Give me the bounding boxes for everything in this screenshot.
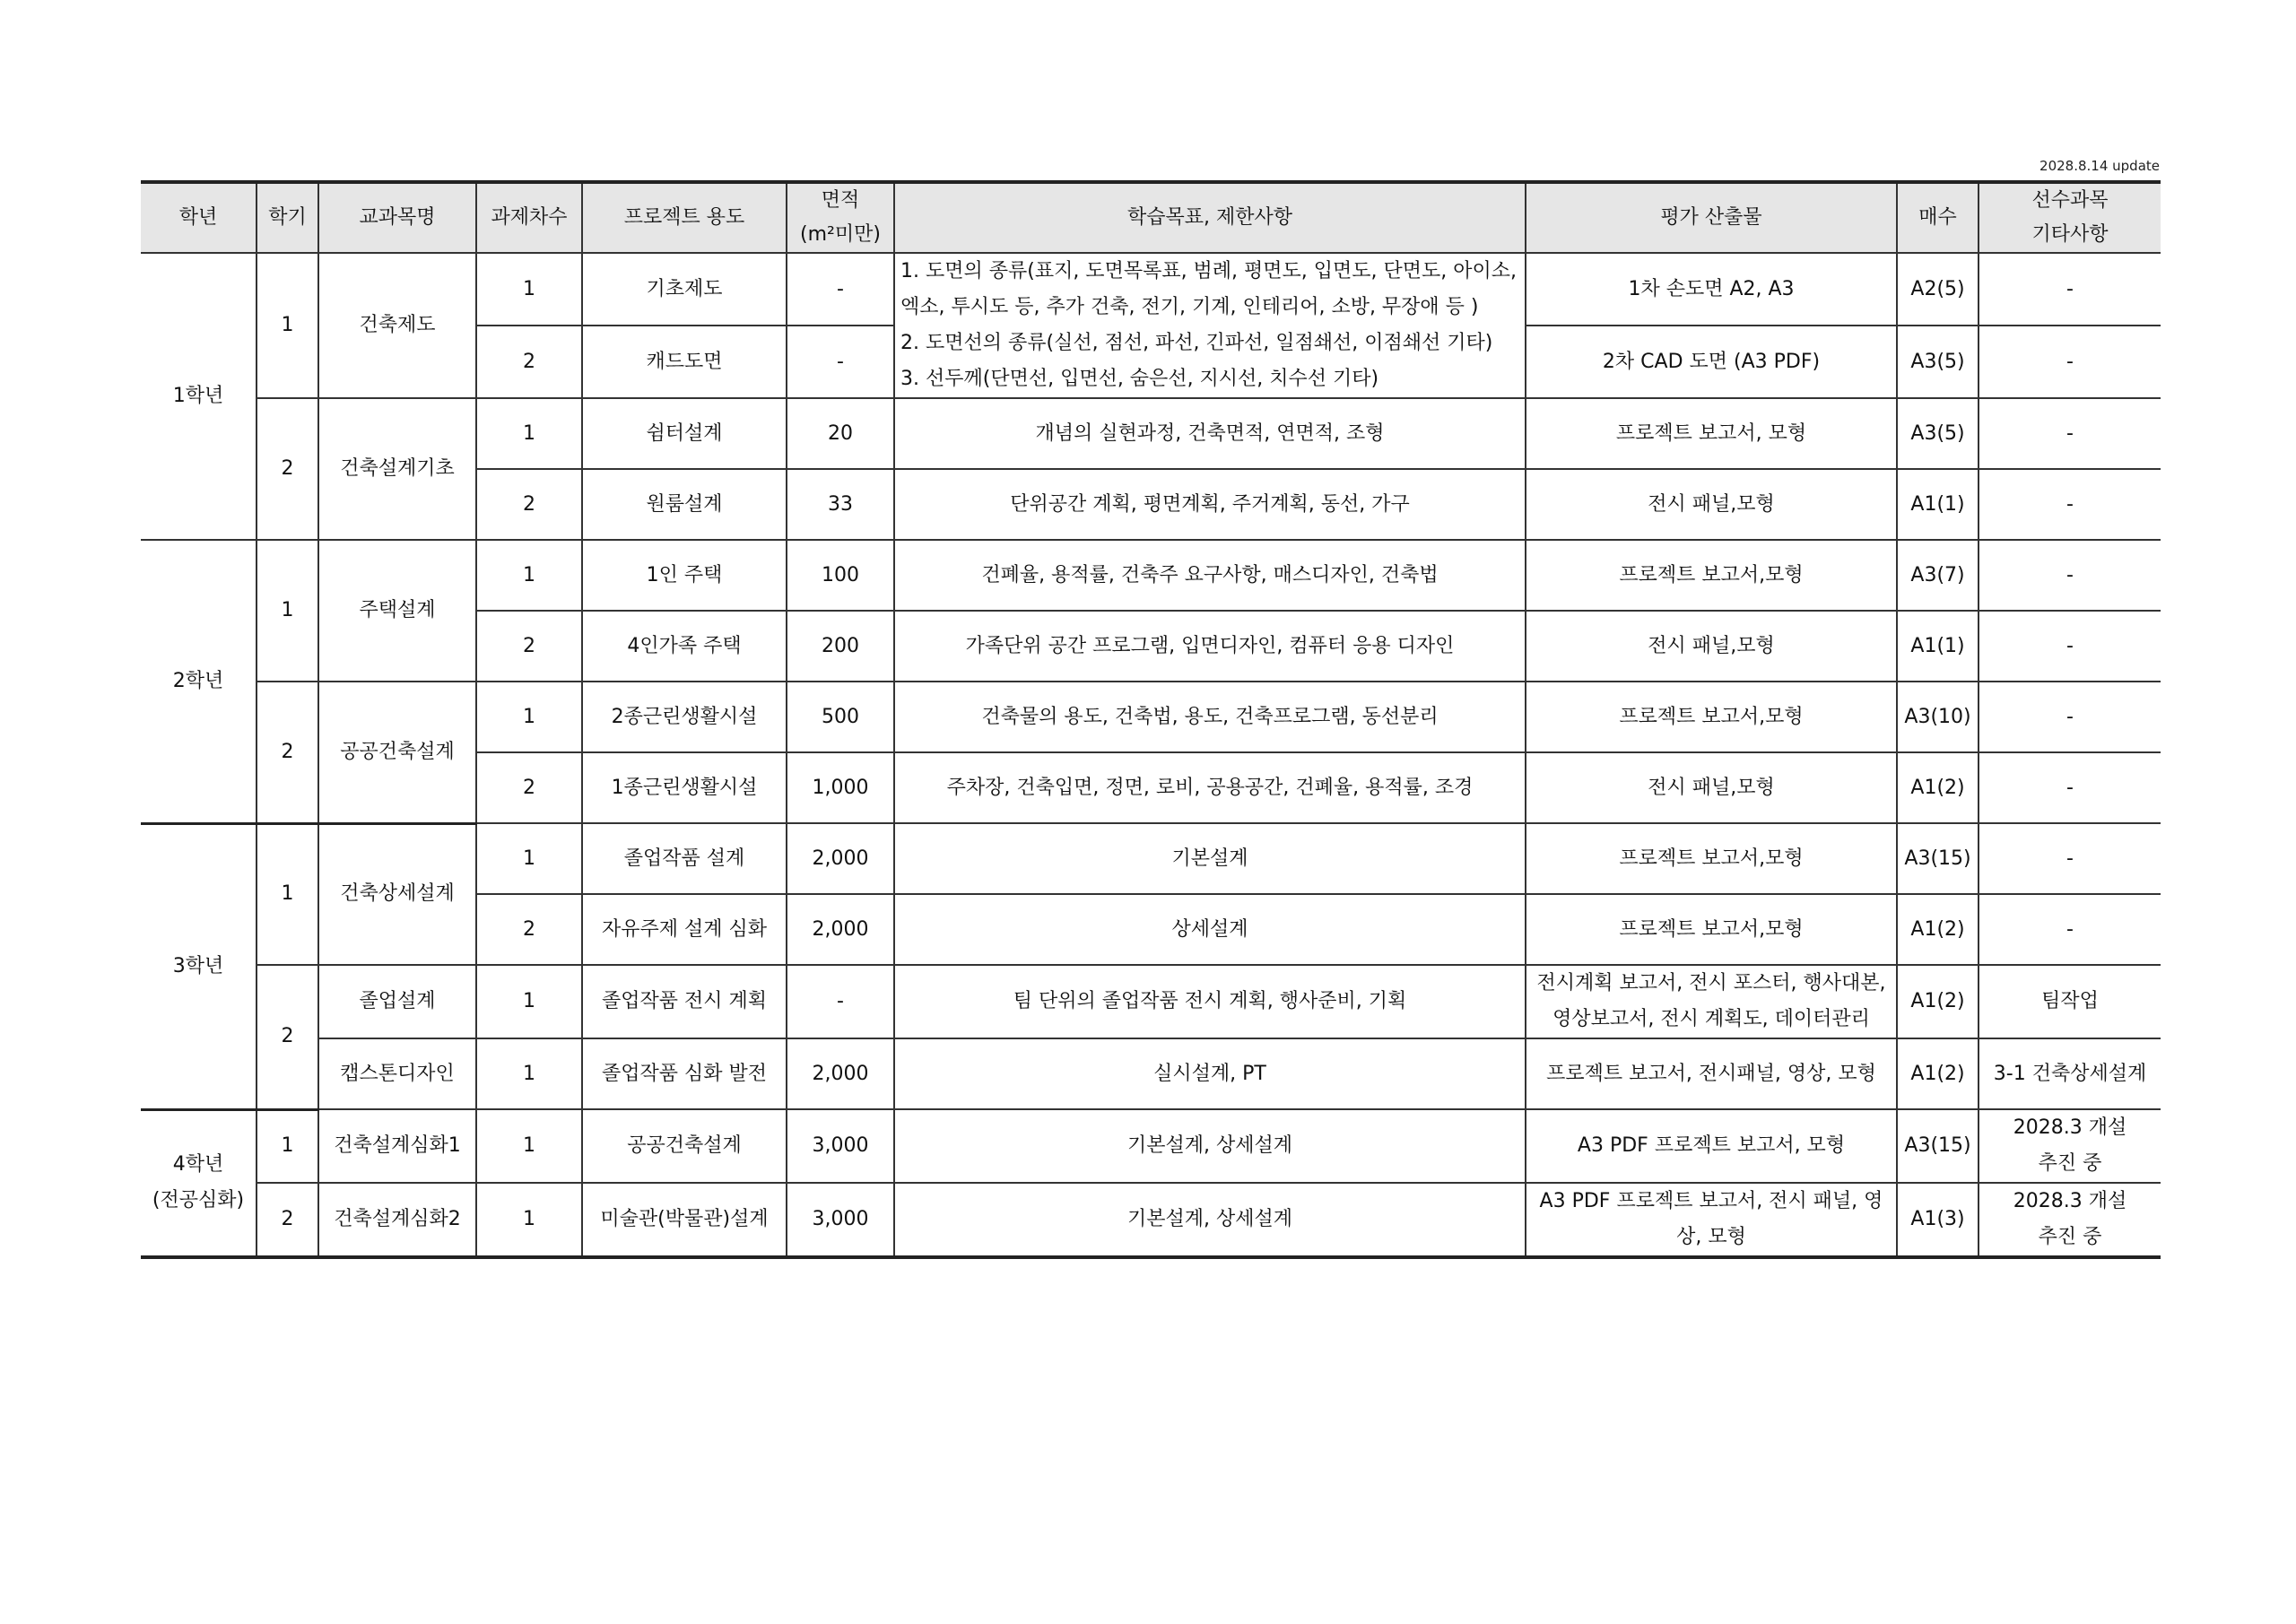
objective-line: 1. 도면의 종류(표지, 도면목록표, 범례, 평면도, 입면도, 단면도, 아이소, xyxy=(900,260,1518,282)
objective-cell: 기본설계 xyxy=(894,823,1526,894)
course-cell: 캡스톤디자인 xyxy=(318,1038,476,1109)
area-cell: 3,000 xyxy=(787,1183,894,1257)
project-cell: 쉼터설계 xyxy=(582,398,787,469)
header-prereq xyxy=(1979,182,2161,253)
note-cell: 팀작업 xyxy=(1979,965,2161,1038)
table-row xyxy=(141,253,2161,326)
objective-cell: 건폐율, 용적률, 건축주 요구사항, 매스디자인, 건축법 xyxy=(894,540,1526,611)
sheets-cell: A1(2) xyxy=(1897,752,1979,823)
note-cell: - xyxy=(1979,398,2161,469)
note-cell: 3-1 건축상세설계 xyxy=(1979,1038,2161,1109)
sheets-cell: A1(1) xyxy=(1897,611,1979,682)
header-objectives: 학습목표, 제한사항 xyxy=(894,182,1526,253)
area-cell: 500 xyxy=(787,682,894,752)
task-cell: 1 xyxy=(476,823,582,894)
task-cell: 1 xyxy=(476,965,582,1038)
semester-cell: 2 xyxy=(257,682,318,823)
objective-line: 3. 선두께(단면선, 입면선, 숨은선, 지시선, 치수선 기타) xyxy=(900,368,1379,390)
sheets-cell: A1(2) xyxy=(1897,894,1979,965)
note-cell: - xyxy=(1979,611,2161,682)
objective-line: 2. 도면선의 종류(실선, 점선, 파선, 긴파선, 일점쇄선, 이점쇄선 기타) xyxy=(900,332,1493,354)
task-cell: 1 xyxy=(476,398,582,469)
task-cell: 1 xyxy=(476,253,582,326)
project-cell: 공공건축설계 xyxy=(582,1109,787,1183)
note-cell: - xyxy=(1979,823,2161,894)
header-area-line2: (m²미만) xyxy=(800,223,881,246)
area-cell: 20 xyxy=(787,398,894,469)
objective-cell: 기본설계, 상세설계 xyxy=(894,1183,1526,1257)
deliverable-cell xyxy=(1526,1183,1897,1257)
note-cell: - xyxy=(1979,469,2161,540)
table-row xyxy=(141,823,2161,894)
area-cell: 2,000 xyxy=(787,823,894,894)
objective-cell: 상세설계 xyxy=(894,894,1526,965)
semester-cell: 1 xyxy=(257,1109,318,1183)
note-cell: - xyxy=(1979,752,2161,823)
project-cell: 기초제도 xyxy=(582,253,787,326)
semester-cell: 2 xyxy=(257,965,318,1109)
project-cell: 자유주제 설계 심화 xyxy=(582,894,787,965)
header-deliverables: 평가 산출물 xyxy=(1526,182,1897,253)
project-cell: 졸업작품 심화 발전 xyxy=(582,1038,787,1109)
header-task-no: 과제차수 xyxy=(476,182,582,253)
deliverable-cell xyxy=(1526,965,1897,1038)
table-row xyxy=(141,1109,2161,1183)
objective-cell: 개념의 실현과정, 건축면적, 연면적, 조형 xyxy=(894,398,1526,469)
course-cell: 건축설계심화1 xyxy=(318,1109,476,1183)
table-row xyxy=(141,1038,2161,1109)
header-area xyxy=(787,182,894,253)
deliverable-cell: 프로젝트 보고서, 전시패널, 영상, 모형 xyxy=(1526,1038,1897,1109)
task-cell: 2 xyxy=(476,894,582,965)
deliverable-line: 상, 모형 xyxy=(1676,1226,1746,1248)
header-project: 프로젝트 용도 xyxy=(582,182,787,253)
note-cell: - xyxy=(1979,682,2161,752)
objective-cell: 건축물의 용도, 건축법, 용도, 건축프로그램, 동선분리 xyxy=(894,682,1526,752)
semester-cell: 1 xyxy=(257,823,318,965)
drafting-objectives-cell xyxy=(894,253,1526,398)
note-cell: - xyxy=(1979,894,2161,965)
area-cell: - xyxy=(787,965,894,1038)
area-cell: 2,000 xyxy=(787,1038,894,1109)
curriculum-table xyxy=(141,180,2161,1259)
note-cell: - xyxy=(1979,326,2161,398)
deliverable-cell: 프로젝트 보고서,모형 xyxy=(1526,823,1897,894)
course-cell: 건축상세설계 xyxy=(318,823,476,965)
project-cell: 미술관(박물관)설계 xyxy=(582,1183,787,1257)
grade-cell: 2학년 xyxy=(141,540,257,823)
task-cell: 1 xyxy=(476,540,582,611)
area-cell: - xyxy=(787,326,894,398)
task-cell: 1 xyxy=(476,1183,582,1257)
semester-cell: 1 xyxy=(257,540,318,682)
course-cell: 건축설계심화2 xyxy=(318,1183,476,1257)
course-cell: 건축제도 xyxy=(318,253,476,398)
header-prereq-line1: 선수과목 xyxy=(2031,189,2109,212)
header-row xyxy=(141,182,2161,253)
project-cell: 2종근린생활시설 xyxy=(582,682,787,752)
semester-cell: 1 xyxy=(257,253,318,398)
course-cell: 건축설계기초 xyxy=(318,398,476,540)
deliverable-cell: 프로젝트 보고서,모형 xyxy=(1526,540,1897,611)
note-line: 추진 중 xyxy=(2038,1226,2102,1248)
table-row xyxy=(141,965,2161,1038)
objective-cell: 실시설계, PT xyxy=(894,1038,1526,1109)
sheets-cell: A1(1) xyxy=(1897,469,1979,540)
sheets-cell: A3(15) xyxy=(1897,1109,1979,1183)
course-cell: 졸업설계 xyxy=(318,965,476,1038)
deliverable-cell: A3 PDF 프로젝트 보고서, 모형 xyxy=(1526,1109,1897,1183)
sheets-cell: A3(5) xyxy=(1897,398,1979,469)
deliverable-cell: 프로젝트 보고서,모형 xyxy=(1526,682,1897,752)
semester-cell: 2 xyxy=(257,1183,318,1257)
deliverable-cell: 전시 패널,모형 xyxy=(1526,752,1897,823)
project-cell: 캐드도면 xyxy=(582,326,787,398)
semester-cell: 2 xyxy=(257,398,318,540)
objective-cell: 단위공간 계획, 평면계획, 주거계획, 동선, 가구 xyxy=(894,469,1526,540)
note-cell xyxy=(1979,1109,2161,1183)
table-row xyxy=(141,682,2161,752)
project-cell: 1종근린생활시설 xyxy=(582,752,787,823)
course-cell: 공공건축설계 xyxy=(318,682,476,823)
sheets-cell: A1(3) xyxy=(1897,1183,1979,1257)
deliverable-cell: 2차 CAD 도면 (A3 PDF) xyxy=(1526,326,1897,398)
project-cell: 졸업작품 전시 계획 xyxy=(582,965,787,1038)
grade-line1: 4학년 xyxy=(172,1153,224,1177)
sheets-cell: A3(5) xyxy=(1897,326,1979,398)
note-cell: - xyxy=(1979,540,2161,611)
area-cell: - xyxy=(787,253,894,326)
note-line: 2028.3 개설 xyxy=(2013,1190,2127,1212)
grade-cell: 3학년 xyxy=(141,823,257,1109)
note-line: 추진 중 xyxy=(2038,1152,2102,1175)
project-cell: 4인가족 주택 xyxy=(582,611,787,682)
header-area-line1: 면적 xyxy=(821,189,860,212)
sheets-cell: A2(5) xyxy=(1897,253,1979,326)
header-prereq-line2: 기타사항 xyxy=(2031,223,2109,246)
objective-cell: 기본설계, 상세설계 xyxy=(894,1109,1526,1183)
sheets-cell: A3(10) xyxy=(1897,682,1979,752)
deliverable-cell: 1차 손도면 A2, A3 xyxy=(1526,253,1897,326)
area-cell: 33 xyxy=(787,469,894,540)
deliverable-line: 영상보고서, 전시 계획도, 데이터관리 xyxy=(1552,1008,1870,1030)
grade-line2: (전공심화) xyxy=(152,1189,245,1212)
note-cell: - xyxy=(1979,253,2161,326)
task-cell: 1 xyxy=(476,682,582,752)
sheets-cell: A3(15) xyxy=(1897,823,1979,894)
sheets-cell: A1(2) xyxy=(1897,1038,1979,1109)
deliverable-line: 전시계획 보고서, 전시 포스터, 행사대본, xyxy=(1536,972,1886,994)
project-cell: 원룸설계 xyxy=(582,469,787,540)
objective-line: 엑소, 투시도 등, 추가 건축, 전기, 기계, 인테리어, 소방, 무장애 등 ) xyxy=(900,296,1479,318)
task-cell: 2 xyxy=(476,611,582,682)
task-cell: 1 xyxy=(476,1109,582,1183)
objective-cell: 가족단위 공간 프로그램, 입면디자인, 컴퓨터 응용 디자인 xyxy=(894,611,1526,682)
area-cell: 1,000 xyxy=(787,752,894,823)
deliverable-cell: 전시 패널,모형 xyxy=(1526,469,1897,540)
area-cell: 200 xyxy=(787,611,894,682)
header-sheets: 매수 xyxy=(1897,182,1979,253)
project-cell: 졸업작품 설계 xyxy=(582,823,787,894)
table-row xyxy=(141,398,2161,469)
deliverable-line: A3 PDF 프로젝트 보고서, 전시 패널, 영 xyxy=(1539,1190,1883,1212)
note-line: 2028.3 개설 xyxy=(2013,1116,2127,1139)
deliverable-cell: 프로젝트 보고서,모형 xyxy=(1526,894,1897,965)
update-note: 2028.8.14 update xyxy=(2039,158,2160,174)
area-cell: 2,000 xyxy=(787,894,894,965)
task-cell: 2 xyxy=(476,752,582,823)
task-cell: 2 xyxy=(476,326,582,398)
sheets-cell: A3(7) xyxy=(1897,540,1979,611)
note-cell xyxy=(1979,1183,2161,1257)
area-cell: 3,000 xyxy=(787,1109,894,1183)
objective-cell: 팀 단위의 졸업작품 전시 계획, 행사준비, 기획 xyxy=(894,965,1526,1038)
objective-cell: 주차장, 건축입면, 정면, 로비, 공용공간, 건폐율, 용적률, 조경 xyxy=(894,752,1526,823)
area-cell: 100 xyxy=(787,540,894,611)
table-row xyxy=(141,540,2161,611)
header-semester: 학기 xyxy=(257,182,318,253)
grade-cell xyxy=(141,1109,257,1257)
header-grade: 학년 xyxy=(141,182,257,253)
course-cell: 주택설계 xyxy=(318,540,476,682)
table-row xyxy=(141,1183,2161,1257)
deliverable-cell: 프로젝트 보고서, 모형 xyxy=(1526,398,1897,469)
grade-cell: 1학년 xyxy=(141,253,257,540)
task-cell: 1 xyxy=(476,1038,582,1109)
deliverable-cell: 전시 패널,모형 xyxy=(1526,611,1897,682)
sheets-cell: A1(2) xyxy=(1897,965,1979,1038)
header-course: 교과목명 xyxy=(318,182,476,253)
project-cell: 1인 주택 xyxy=(582,540,787,611)
task-cell: 2 xyxy=(476,469,582,540)
